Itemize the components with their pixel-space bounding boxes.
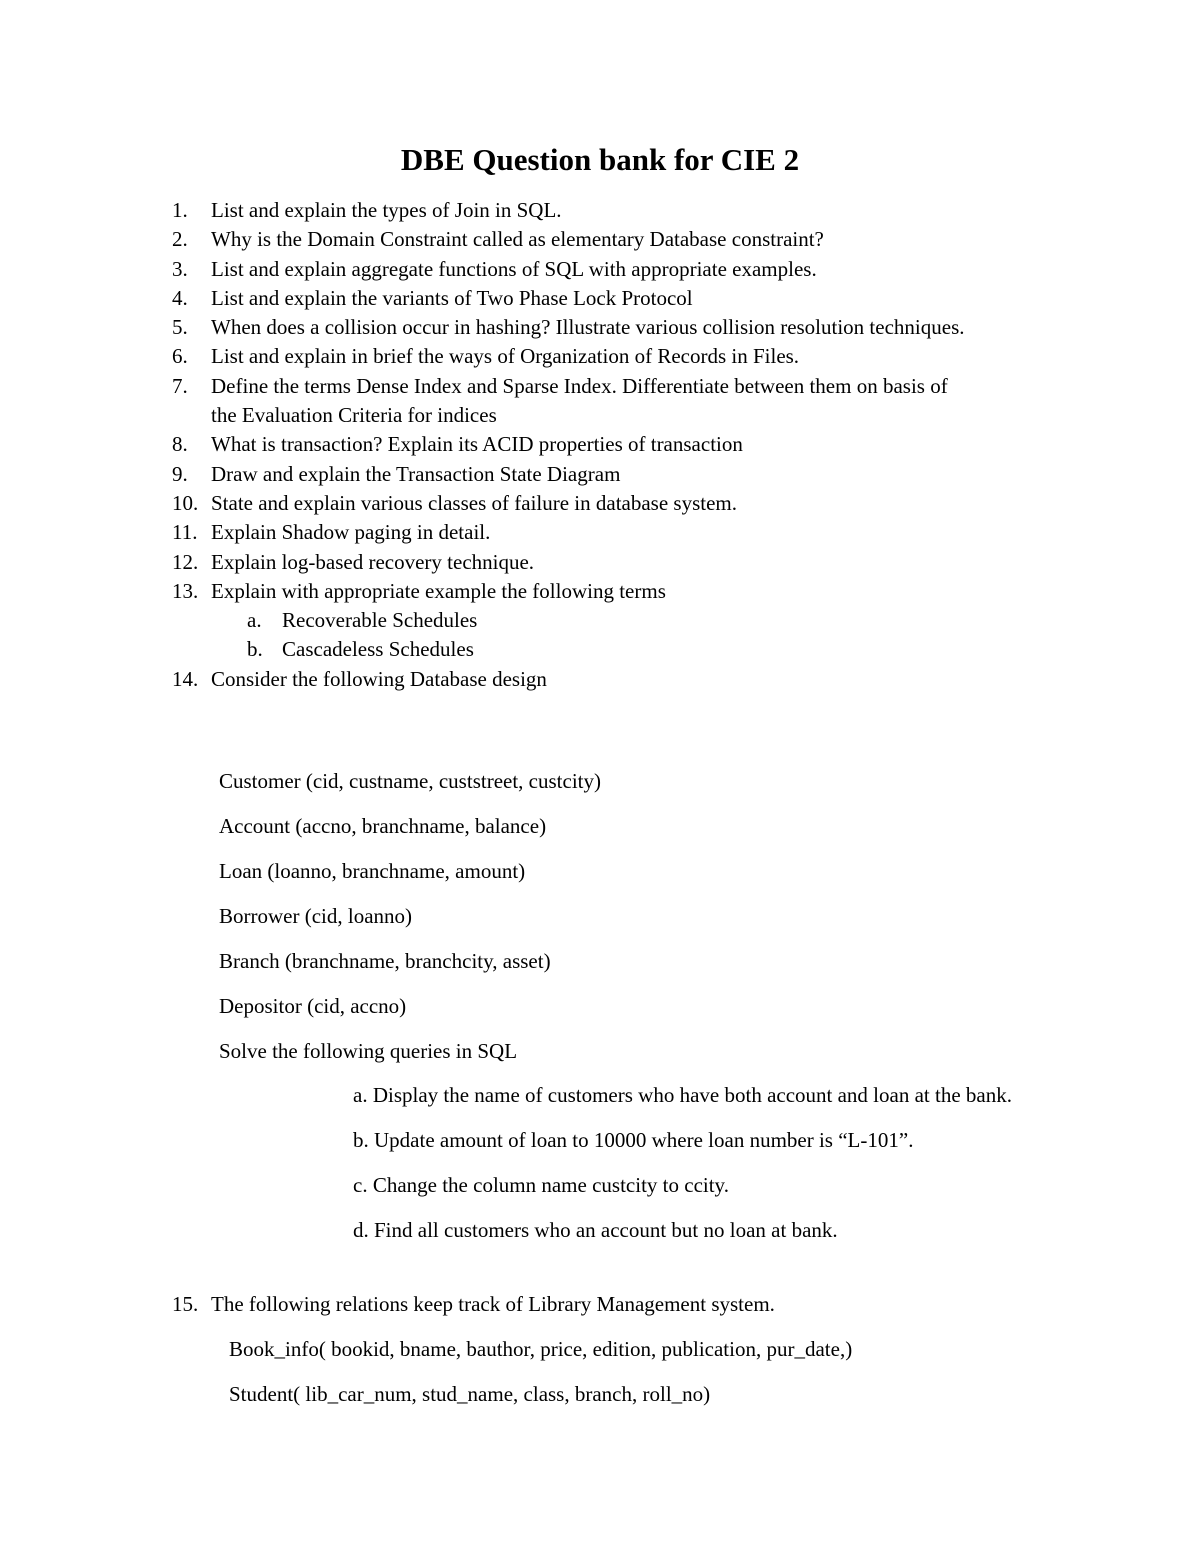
sql-query-item: b. Update amount of loan to 10000 where loan number is “L-101”. (353, 1128, 914, 1152)
question-number: 5. (172, 315, 188, 340)
question-text: The following relations keep track of Library Management system. (211, 1292, 775, 1316)
question-text: State and explain various classes of failure in database system. (211, 490, 738, 515)
sub-item-letter: b. (247, 637, 263, 662)
question-number: 12. (172, 549, 199, 574)
question-number: 3. (172, 256, 188, 281)
question-list (172, 196, 1052, 694)
question-item (172, 665, 1052, 694)
question-item (172, 225, 1052, 254)
schema-line: Account (accno, branchname, balance) (219, 814, 547, 838)
question-text: What is transaction? Explain its ACID properties of transaction (211, 432, 743, 457)
question-number: 15. (172, 1292, 199, 1316)
question-item (172, 342, 1052, 371)
question-text: Define the terms Dense Index and Sparse Index. Differentiate between them on basis of the Evaluation Criteria for indices (211, 373, 948, 428)
sub-item-letter: a. (247, 608, 262, 633)
question-item (172, 255, 1052, 284)
question-text: Explain Shadow paging in detail. (211, 520, 491, 545)
question-number: 10. (172, 490, 199, 515)
question-text: Consider the following Database design (211, 666, 547, 691)
question-number: 6. (172, 344, 188, 369)
question-number: 11. (172, 520, 198, 545)
sql-query-list (353, 1081, 1053, 1261)
database-schema (219, 767, 601, 1082)
relation-line: Student( lib_car_num, stud_name, class, branch, roll_no) (229, 1382, 711, 1406)
schema-line: Borrower (cid, loanno) (219, 904, 413, 928)
question-item (172, 548, 1052, 577)
sql-query-item: d. Find all customers who an account but no loan at bank. (353, 1218, 838, 1242)
question-item (172, 196, 1052, 225)
sub-item-text: Cascadeless Schedules (282, 637, 474, 662)
question-number: 4. (172, 285, 188, 310)
question-number: 7. (172, 373, 188, 398)
question-item (172, 284, 1052, 313)
question-number: 14. (172, 666, 199, 691)
question-text: List and explain the types of Join in SQL. (211, 198, 562, 222)
question-text: Draw and explain the Transaction State Diagram (211, 461, 621, 486)
schema-line: Depositor (cid, accno) (219, 994, 407, 1018)
question-item (172, 577, 1052, 606)
question-item (172, 1290, 775, 1319)
sub-item (172, 606, 1052, 635)
sql-query-item: a. Display the name of customers who have both account and loan at the bank. (353, 1083, 1012, 1107)
question-item (172, 460, 1052, 489)
schema-line: Loan (loanno, branchname, amount) (219, 859, 526, 883)
document-title: DBE Question bank for CIE 2 (400, 142, 800, 177)
schema-line: Branch (branchname, branchcity, asset) (219, 949, 551, 973)
schema-line: Customer (cid, custname, custstreet, custcity) (219, 769, 601, 793)
question-item (172, 372, 1052, 431)
sub-item-text: Recoverable Schedules (282, 608, 478, 633)
question-number: 13. (172, 578, 199, 603)
schema-instruction: Solve the following queries in SQL (219, 1039, 518, 1063)
question-text: List and explain the variants of Two Phase Lock Protocol (211, 285, 693, 310)
question-number: 9. (172, 461, 188, 486)
question-item (172, 430, 1052, 459)
question-text: Explain log-based recovery technique. (211, 549, 535, 574)
question-number: 8. (172, 432, 188, 457)
question-number: 1. (172, 198, 188, 222)
question-item (172, 518, 1052, 547)
library-relations (229, 1335, 852, 1425)
relation-line: Book_info( bookid, bname, bauthor, price, edition, publication, pur_date,) (229, 1337, 853, 1361)
sub-item (172, 635, 1052, 664)
question-item (172, 489, 1052, 518)
question-text: Why is the Domain Constraint called as elementary Database constraint? (211, 227, 824, 252)
question-text: Explain with appropriate example the following terms (211, 578, 666, 603)
question-number: 2. (172, 227, 188, 252)
question-text: When does a collision occur in hashing? Illustrate various collision resolution techniques. (211, 315, 965, 340)
question-text: List and explain in brief the ways of Organization of Records in Files. (211, 344, 800, 369)
question-text: List and explain aggregate functions of SQL with appropriate examples. (211, 256, 817, 281)
question-item (172, 313, 1052, 342)
sql-query-item: c. Change the column name custcity to ccity. (353, 1173, 729, 1197)
